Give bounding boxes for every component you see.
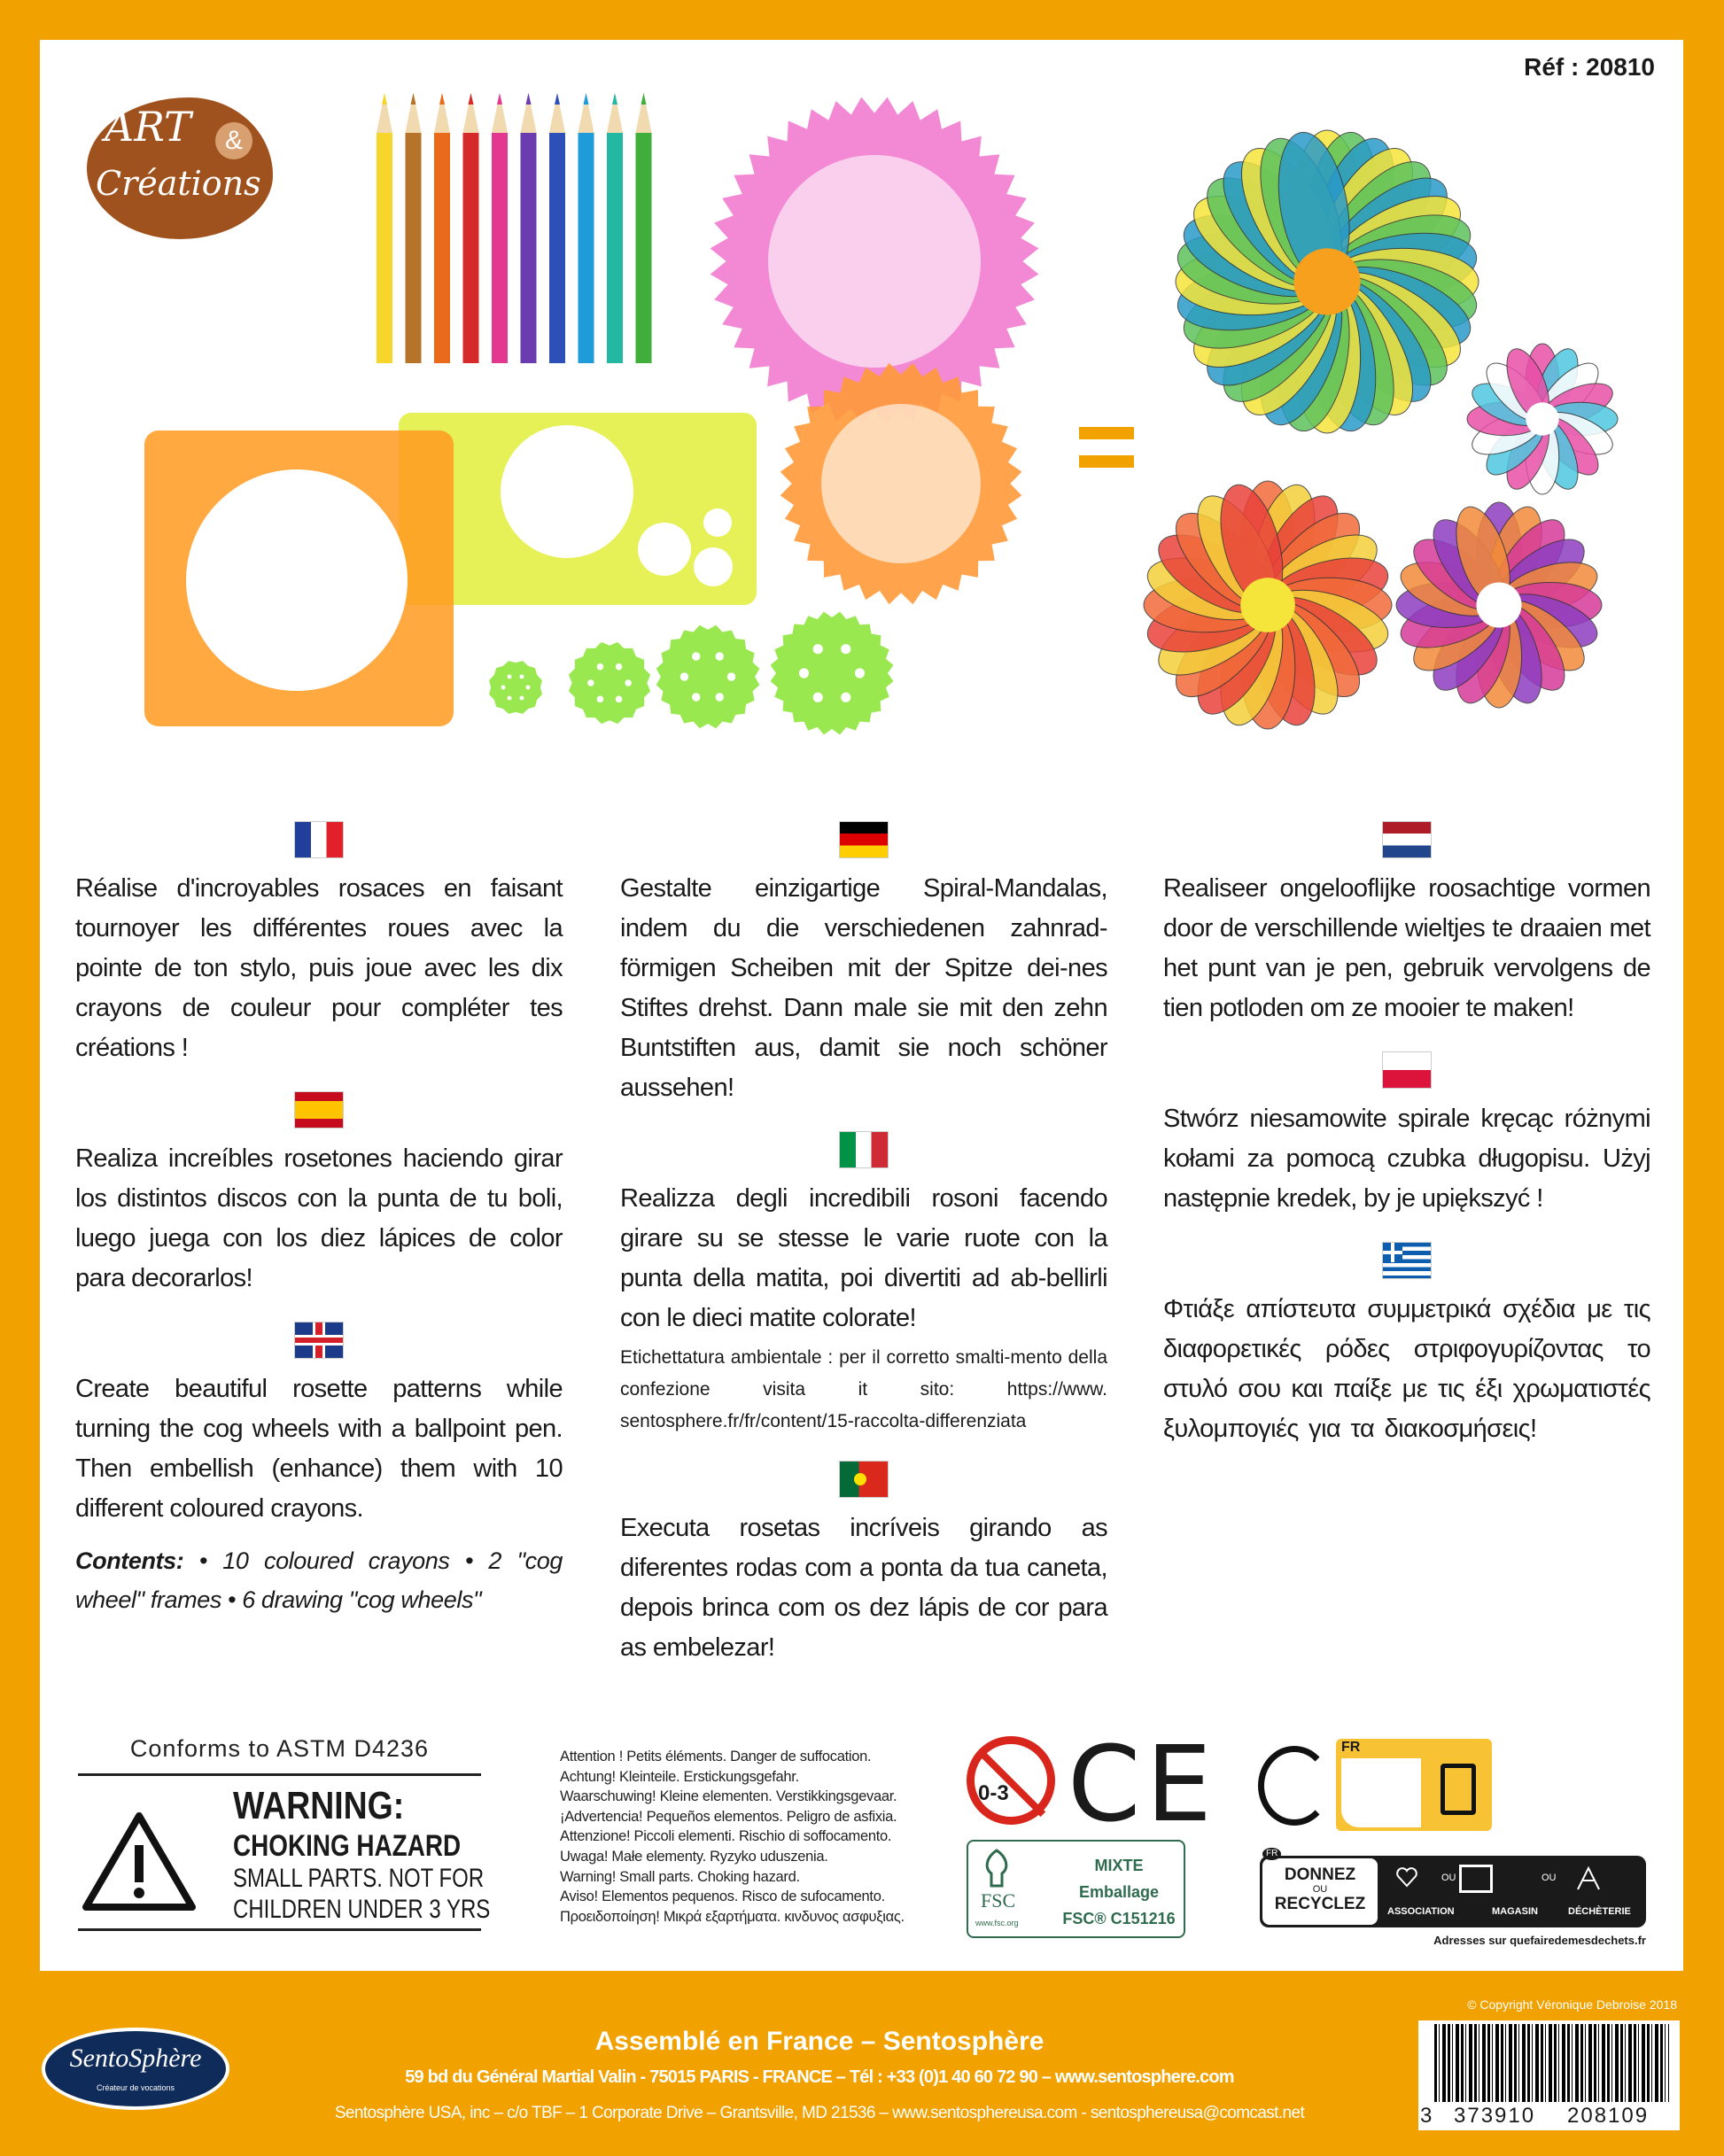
green-cog-wheel bbox=[771, 612, 894, 735]
ou-label: OU bbox=[1542, 1873, 1557, 1883]
paper-icon bbox=[1341, 1758, 1421, 1827]
stencil-hole bbox=[638, 523, 691, 576]
pencil bbox=[377, 133, 392, 363]
flag-italy-icon bbox=[839, 1131, 889, 1168]
pencil bbox=[406, 133, 422, 363]
footer-usa-address: Sentosphère USA, inc – c/o TBF – 1 Corporate Drive – Grantsville, MD 21536 – www.sentosphereusa.com - sentosphereusa@comcast.net bbox=[334, 2104, 1305, 2122]
cog-hole bbox=[519, 696, 524, 701]
triman-sorting-info bbox=[1336, 1739, 1492, 1831]
cog-hole bbox=[597, 696, 604, 703]
brand-tagline: Créateur de vocations bbox=[96, 2083, 175, 2092]
cog-hole bbox=[587, 679, 594, 686]
no-under-3-icon bbox=[967, 1736, 1055, 1825]
heart-hand-icon bbox=[1393, 1865, 1421, 1891]
purple-rosette bbox=[1394, 500, 1604, 710]
warning-line: Warning! Small parts. Choking hazard. bbox=[560, 1868, 800, 1885]
pencil-lead bbox=[555, 93, 560, 105]
barcode-digit: 3 bbox=[1420, 2104, 1433, 2128]
flag-spain-icon bbox=[294, 1091, 344, 1128]
recycling-address-link: Adresses sur quefairedemesdechets.fr bbox=[1433, 1934, 1646, 1947]
cog-hole bbox=[841, 644, 850, 654]
warning-subtitle: CHOKING HAZARD bbox=[233, 1829, 462, 1863]
cog-hole bbox=[508, 696, 512, 701]
cog-hole bbox=[508, 674, 512, 679]
text-dutch: Realiseer ongelooflijke roosachtige vormen door de verschillende wieltjes te draaien met het punt van je pen, gebruik vervolgens de tien potloden om ze mooier te maken! bbox=[1163, 874, 1650, 1022]
warning-line: Attention ! Petits éléments. Danger de suffocation. bbox=[560, 1749, 872, 1764]
barcode-digits: 373910 bbox=[1454, 2104, 1536, 2128]
association-label: ASSOCIATION bbox=[1387, 1906, 1455, 1917]
green-cog-wheel bbox=[656, 625, 760, 729]
colored-pencils bbox=[377, 93, 652, 363]
green-cog-wheel bbox=[569, 642, 650, 724]
warning-line: Προειδοποίηση! Μικρά εξαρτήματα. κινδυνος ασφυξιας. bbox=[560, 1908, 905, 1925]
warning-line: Attenzione! Piccoli elementi. Rischio di soffocamento. bbox=[560, 1828, 892, 1845]
brand-name: SentoSphère bbox=[69, 2044, 202, 2073]
fsc-emballage: Emballage bbox=[1078, 1883, 1160, 1901]
fsc-tree-icon bbox=[979, 1849, 1014, 1888]
logo-art: ART bbox=[105, 103, 191, 151]
donnez-label: DONNEZ bbox=[1284, 1865, 1356, 1884]
barcode bbox=[1418, 2020, 1680, 2130]
small-parts-warnings bbox=[560, 1747, 905, 1927]
warning-triangle-icon bbox=[82, 1811, 197, 1913]
cog-hole bbox=[597, 663, 604, 671]
cog-hole bbox=[841, 693, 850, 702]
text-spanish: Realiza increíbles rosetones haciendo girar los distintos discos con la punta de tu boli, luego juega con los diez lápices de color para decorarlos! bbox=[75, 1144, 563, 1292]
pencil bbox=[492, 133, 508, 363]
text-english: Create beautiful rosette patterns while turning the cog wheels with a ballpoint pen. Then embellish (enhance) them with 10 different coloured crayons. bbox=[75, 1375, 563, 1523]
cog-hole bbox=[625, 679, 632, 686]
flag-netherlands-icon bbox=[1382, 821, 1432, 858]
pencil-lead bbox=[497, 93, 502, 105]
shop-icon bbox=[1459, 1865, 1493, 1893]
recycle-bin-icon bbox=[1441, 1764, 1476, 1815]
donnez-ou: OU bbox=[1312, 1884, 1328, 1895]
contents-items: • 10 coloured crayons • 2 "cog wheel" frames • 6 drawing "cog wheels" bbox=[75, 1547, 563, 1613]
ce-mark-icon: CE bbox=[1068, 1723, 1217, 1845]
cog-cutout bbox=[768, 155, 981, 368]
logo-creations: Créations bbox=[96, 164, 261, 203]
barcode-digits: 208109 bbox=[1567, 2104, 1650, 2128]
copyright: © Copyright Véronique Debroise 2018 bbox=[1467, 1997, 1677, 2012]
product-illustration bbox=[0, 0, 1724, 797]
warning-line: Achtung! Kleinteile. Erstickungsgefahr. bbox=[560, 1768, 799, 1785]
pencil-lead bbox=[469, 93, 474, 105]
fsc-url: www.fsc.org bbox=[975, 1919, 1019, 1927]
pencil-lead bbox=[411, 93, 416, 105]
stencil-hole bbox=[694, 547, 733, 586]
pencil bbox=[434, 133, 450, 363]
fsc-label bbox=[967, 1840, 1185, 1938]
pencil-lead bbox=[641, 93, 647, 105]
pencil-lead bbox=[584, 93, 589, 105]
donnez-fr-badge: FR bbox=[1262, 1848, 1281, 1860]
rosette-drawings bbox=[1141, 127, 1619, 732]
cog-hole bbox=[680, 672, 688, 680]
cog-hole bbox=[813, 644, 823, 654]
warning-line: ¡Advertencia! Pequeños elementos. Peligro de asfixia. bbox=[560, 1808, 897, 1825]
rosette-center bbox=[1476, 582, 1521, 627]
column-2 bbox=[620, 821, 1107, 1668]
pencil bbox=[521, 133, 537, 363]
donnez-recyclez-label bbox=[1260, 1849, 1646, 1927]
fsc-logo: FSC bbox=[981, 1889, 1016, 1912]
footer-address: 59 bd du Général Martial Valin - 75015 PARIS - FRANCE – Tél : +33 (0)1 40 60 72 90 – www.sentosphere.com bbox=[405, 2067, 1234, 2087]
cog-hole bbox=[799, 668, 809, 678]
warning-line: Waarschuwing! Kleine elementen. Verstikkingsgevaar. bbox=[560, 1788, 897, 1805]
text-portuguese: Executa rosetas incríveis girando as diferentes rodas com a ponta da tua caneta, depois brinca com os dez lápis de cor para as embelezar! bbox=[620, 1514, 1107, 1662]
recyclez-label: RECYCLEZ bbox=[1274, 1895, 1366, 1913]
warning-line: Uwaga! Małe elementy. Ryzyko uduszenia. bbox=[560, 1848, 828, 1865]
cog-hole bbox=[855, 668, 865, 678]
astm-conformity: Conforms to ASTM D4236 bbox=[129, 1735, 430, 1762]
stencil-hole bbox=[703, 508, 732, 537]
text-italian-environment: Etichettatura ambientale : per il corretto smalti-mento della confezione visita it sito: https://www. sentosphere.fr/fr/content/15-raccolta-differenziata bbox=[620, 1347, 1107, 1431]
age-label: 0-3 bbox=[978, 1781, 1009, 1805]
green-yellow-rosette bbox=[1172, 127, 1482, 437]
green-cog-wheel bbox=[489, 661, 542, 714]
sentosphere-logo bbox=[42, 2028, 229, 2110]
fsc-code: FSC® C151216 bbox=[1062, 1910, 1176, 1927]
cog-hole bbox=[501, 686, 506, 690]
text-french: Réalise d'incroyables rosaces en faisant tournoyer les différentes roues avec la pointe de ton stylo, puis joue avec les dix crayons de couleur pour compléter tes créations ! bbox=[75, 874, 563, 1062]
text-greek: Φτιάξε απίστευτα συμμετρικά σχέδια με τις διαφορετικές ρόδες στριφογυρίζοντας το στυλό σου και παίξε με τις έξι χρωματιστές ξυλομπογιές για τα διακοσμήσεις! bbox=[1163, 1295, 1650, 1443]
footer-assembly: Assemblé en France – Sentosphère bbox=[594, 2027, 1044, 2056]
cog-hole bbox=[716, 693, 724, 701]
flag-poland-icon bbox=[1382, 1051, 1432, 1089]
pencil-lead bbox=[612, 93, 617, 105]
flag-germany-icon bbox=[839, 821, 889, 858]
cog-hole bbox=[616, 696, 623, 703]
pencil bbox=[463, 133, 479, 363]
fsc-text bbox=[1057, 1852, 1181, 1932]
orange-rosette bbox=[1141, 478, 1394, 732]
cog-hole bbox=[716, 652, 724, 660]
cog-hole bbox=[727, 672, 735, 680]
warning-line: Aviso! Elementos pequenos. Risco de sufocamento. bbox=[560, 1888, 885, 1905]
cog-cutout bbox=[821, 404, 981, 563]
flag-portugal-icon bbox=[839, 1461, 889, 1498]
column-3 bbox=[1163, 821, 1650, 1449]
cog-hole bbox=[525, 686, 530, 690]
choking-hazard-warning bbox=[78, 1773, 491, 1931]
pencil-lead bbox=[439, 93, 445, 105]
decheterie-label: DÉCHÈTERIE bbox=[1568, 1906, 1631, 1917]
flag-greece-icon bbox=[1382, 1242, 1432, 1279]
pencil bbox=[607, 133, 623, 363]
equals-sign-bar bbox=[1079, 455, 1134, 468]
text-polish: Stwórz niesamowite spirale kręcąc różnymi kołami za pomocą czubka długopisu. Użyj następnie kredek, by je upiększyć ! bbox=[1163, 1105, 1650, 1213]
magasin-label: MAGASIN bbox=[1492, 1906, 1538, 1917]
ou-label: OU bbox=[1441, 1873, 1456, 1883]
cog-hole bbox=[692, 693, 700, 701]
fsc-mixte: MIXTE bbox=[1094, 1857, 1144, 1874]
stencil-hole bbox=[501, 425, 633, 558]
triman-recycle-icon bbox=[1258, 1746, 1331, 1826]
cog-hole bbox=[813, 693, 823, 702]
cog-hole bbox=[692, 652, 700, 660]
cog-hole bbox=[616, 663, 623, 671]
flag-france-icon bbox=[294, 821, 344, 858]
triman-fr-label: FR bbox=[1341, 1740, 1361, 1755]
warning-line1: SMALL PARTS. NOT FOR bbox=[233, 1864, 485, 1893]
warning-line2: CHILDREN UNDER 3 YRS bbox=[233, 1895, 491, 1924]
barcode-bars bbox=[1434, 2024, 1669, 2102]
dump-icon bbox=[1574, 1863, 1603, 1895]
donnez-text bbox=[1262, 1858, 1378, 1925]
pencil bbox=[636, 133, 652, 363]
reference-number: Réf : 20810 bbox=[1524, 53, 1655, 81]
flag-uk-icon bbox=[294, 1322, 344, 1359]
pink-blue-rosette bbox=[1466, 343, 1618, 494]
warning-title: WARNING: bbox=[233, 1784, 405, 1827]
rosette-center bbox=[1526, 402, 1558, 435]
pencil-lead bbox=[382, 93, 387, 105]
equals-sign bbox=[1079, 427, 1134, 439]
rosette-center bbox=[1293, 248, 1360, 314]
frame-hole bbox=[186, 469, 408, 691]
column-1 bbox=[75, 821, 563, 1619]
contents-list bbox=[75, 1541, 563, 1619]
pencil bbox=[549, 133, 565, 363]
text-italian: Realizza degli incredibili rosoni facendo girare su se stesse le varie ruote con la punta della matita, poi divertiti ad ab-bellirli con le dieci matite colorate! bbox=[620, 1184, 1107, 1332]
pencil-lead bbox=[526, 93, 532, 105]
text-german: Gestalte einzigartige Spiral-Mandalas, indem du die verschiedenen zahnrad-förmigen Scheiben mit der Spitze dei-nes Stiftes drehst. Dann male sie mit den zehn Buntstiften aus, damit sie noch schöner aussehen! bbox=[620, 874, 1107, 1102]
pencil bbox=[579, 133, 594, 363]
contents-label: Contents: bbox=[75, 1547, 184, 1574]
logo-amp: & bbox=[215, 122, 252, 159]
cog-hole bbox=[519, 674, 524, 679]
rosette-center bbox=[1240, 578, 1295, 632]
